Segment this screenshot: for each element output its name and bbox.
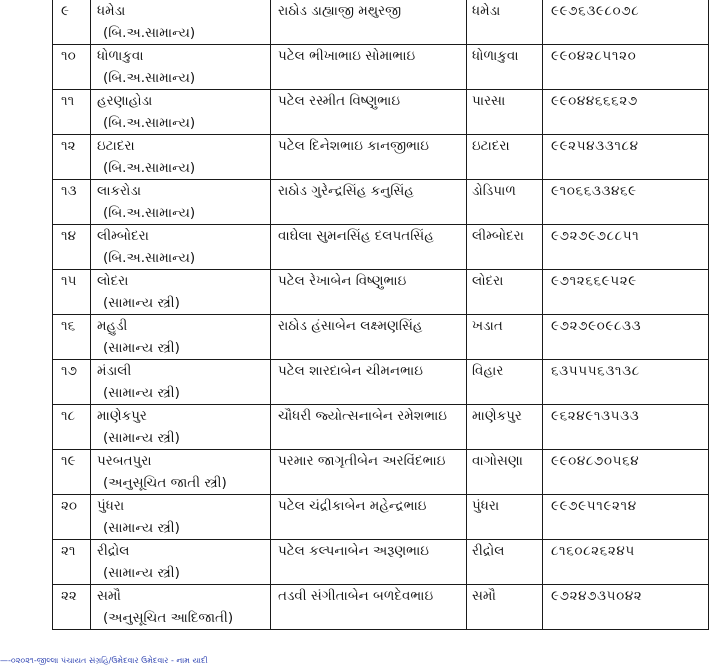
candidate-name: પટેલ રેખાબેન વિષ્ણુભાઇ bbox=[278, 273, 407, 289]
serial-number-cell bbox=[53, 585, 91, 630]
candidate-name-cell bbox=[271, 540, 467, 585]
residence-cell bbox=[467, 225, 543, 270]
candidate-name-cell bbox=[271, 180, 467, 225]
reservation-category: (સામાન્ય સ્ત્રી) bbox=[103, 565, 180, 581]
reservation-category: (સામાન્ય સ્ત્રી) bbox=[103, 340, 180, 356]
village-cell bbox=[91, 450, 271, 495]
serial-number: ૨૧ bbox=[61, 543, 76, 559]
residence-village: પારસા bbox=[472, 93, 506, 109]
table-row bbox=[53, 135, 709, 180]
candidate-name-cell bbox=[271, 315, 467, 360]
serial-number: ૨૨ bbox=[61, 588, 77, 604]
reservation-category: (બિ.અ.સામાન્ય) bbox=[103, 25, 196, 41]
table-row bbox=[53, 405, 709, 450]
candidate-name-cell bbox=[271, 45, 467, 90]
serial-number-cell bbox=[53, 270, 91, 315]
residence-village: ઇટાદરા bbox=[472, 138, 510, 154]
reservation-category: (બિ.અ.સામાન્ય) bbox=[103, 205, 196, 221]
serial-number: ૧૯ bbox=[61, 453, 76, 469]
phone-cell bbox=[543, 0, 709, 45]
serial-number: ૧૩ bbox=[61, 183, 77, 199]
candidate-name: પટેલ દિનેશભાઇ કાનજીભાઇ bbox=[278, 138, 429, 154]
candidate-name-cell bbox=[271, 225, 467, 270]
residence-cell bbox=[467, 360, 543, 405]
footer-note: —-૦૨૦૨૧-જીલ્લા પંચાયત સંગ્રહિ/ઉમેદવાર ઉમેદવાર - નામ યાદી bbox=[0, 656, 208, 665]
phone-cell bbox=[543, 225, 709, 270]
phone-cell bbox=[543, 360, 709, 405]
serial-number-cell bbox=[53, 45, 91, 90]
residence-cell bbox=[467, 540, 543, 585]
phone-cell bbox=[543, 135, 709, 180]
phone-number: ૯૯૦૪૨૮૫૧૨૦ bbox=[551, 48, 637, 64]
serial-number-cell bbox=[53, 90, 91, 135]
member-table-body bbox=[53, 0, 709, 630]
phone-cell bbox=[543, 450, 709, 495]
serial-number: ૧૨ bbox=[61, 138, 76, 154]
reservation-category: (બિ.અ.સામાન્ય) bbox=[103, 115, 196, 131]
candidate-name: રાઠોડ ગુરેન્દ્રસિંહ કનુસિંહ bbox=[278, 183, 414, 199]
table-row bbox=[53, 45, 709, 90]
serial-number-cell bbox=[53, 315, 91, 360]
phone-number: ૯૯૭૯૫૧૯૨૧૪ bbox=[551, 498, 637, 514]
village-name: લોદરા bbox=[97, 273, 129, 289]
phone-number: ૯૭૧૨૬૬૯૫૨૯ bbox=[551, 273, 637, 289]
residence-cell bbox=[467, 270, 543, 315]
reservation-category: (અનુસૂચિત આદિજાતી) bbox=[103, 610, 234, 626]
village-cell bbox=[91, 270, 271, 315]
member-table bbox=[52, 0, 709, 630]
reservation-category: (બિ.અ.સામાન્ય) bbox=[103, 250, 196, 266]
village-name: ધોળાકુવા bbox=[97, 48, 144, 64]
phone-number: ૯૭૨૪૭૩૫૦૪૨ bbox=[551, 588, 643, 604]
residence-village: લીમ્બોદરા bbox=[472, 228, 524, 244]
serial-number: ૧૭ bbox=[61, 363, 77, 379]
residence-cell bbox=[467, 180, 543, 225]
reservation-category: (બિ.અ.સામાન્ય) bbox=[103, 70, 196, 86]
serial-number: ૧૫ bbox=[61, 273, 77, 289]
candidate-name: વાઘેલા સુમનસિંહ દલપતસિંહ bbox=[278, 228, 434, 244]
serial-number-cell bbox=[53, 540, 91, 585]
serial-number: ૧૧ bbox=[61, 93, 75, 109]
phone-cell bbox=[543, 180, 709, 225]
village-cell bbox=[91, 540, 271, 585]
village-name: રીદ્રોલ bbox=[97, 543, 130, 559]
candidate-name-cell bbox=[271, 0, 467, 45]
reservation-category: (સામાન્ય સ્ત્રી) bbox=[103, 430, 180, 446]
serial-number: ૯ bbox=[61, 3, 69, 19]
village-name: લીમ્બોદરા bbox=[97, 228, 149, 244]
serial-number: ૧૬ bbox=[61, 318, 76, 334]
village-cell bbox=[91, 90, 271, 135]
residence-village: ધોળાકુવા bbox=[472, 48, 519, 64]
residence-cell bbox=[467, 585, 543, 630]
residence-village: ડોડિપાળ bbox=[472, 183, 516, 199]
residence-cell bbox=[467, 90, 543, 135]
serial-number-cell bbox=[53, 405, 91, 450]
phone-number: ૯૧૦૬૬૩૩૪૬૯ bbox=[551, 183, 637, 199]
table-row bbox=[53, 495, 709, 540]
candidate-name-cell bbox=[271, 405, 467, 450]
table-row bbox=[53, 360, 709, 405]
village-cell bbox=[91, 45, 271, 90]
village-name: માણેકપુર bbox=[97, 408, 147, 424]
candidate-name: પટેલ ચંદ્રીકાબેન મહેન્દ્રભાઇ bbox=[278, 498, 427, 514]
residence-cell bbox=[467, 405, 543, 450]
residence-village: ધમેડા bbox=[472, 3, 501, 19]
phone-number: ૮૧૬૦૮૨૬૨૪૫ bbox=[551, 543, 635, 559]
serial-number-cell bbox=[53, 360, 91, 405]
phone-number: ૯૯૦૪૪૬૬૬૨૭ bbox=[551, 93, 638, 109]
residence-village: સમૌ bbox=[472, 588, 496, 604]
village-cell bbox=[91, 180, 271, 225]
phone-cell bbox=[543, 495, 709, 540]
village-cell bbox=[91, 315, 271, 360]
village-name: પુંધરા bbox=[97, 498, 125, 514]
table-row bbox=[53, 540, 709, 585]
phone-cell bbox=[543, 315, 709, 360]
table-row bbox=[53, 270, 709, 315]
phone-number: ૬૩૫૫૫૬૩૧૩૮ bbox=[551, 363, 640, 379]
village-cell bbox=[91, 0, 271, 45]
residence-village: લોદરા bbox=[472, 273, 504, 289]
table-row bbox=[53, 225, 709, 270]
village-name: લાકરોડા bbox=[97, 183, 142, 199]
candidate-name-cell bbox=[271, 450, 467, 495]
phone-cell bbox=[543, 90, 709, 135]
candidate-name: રાઠોડ ડાહ્યાજી મથુરજી bbox=[278, 3, 402, 19]
serial-number: ૧૦ bbox=[61, 48, 76, 64]
candidate-name: પટેલ શારદાબેન ચીમનભાઇ bbox=[278, 363, 423, 379]
village-name: સમૌ bbox=[97, 588, 121, 604]
serial-number-cell bbox=[53, 495, 91, 540]
phone-number: ૯૭૨૭૯૦૯૮૩૩ bbox=[551, 318, 642, 334]
serial-number: ૧૮ bbox=[61, 408, 76, 424]
residence-village: માણેકપુર bbox=[472, 408, 522, 424]
serial-number: ૧૪ bbox=[61, 228, 76, 244]
phone-number: ૯૭૨૭૯૭૮૮૫૧ bbox=[551, 228, 640, 244]
reservation-category: (સામાન્ય સ્ત્રી) bbox=[103, 385, 180, 401]
table-row bbox=[53, 315, 709, 360]
phone-cell bbox=[543, 45, 709, 90]
residence-cell bbox=[467, 315, 543, 360]
residence-cell bbox=[467, 135, 543, 180]
residence-village: વિહાર bbox=[472, 363, 504, 379]
table-row bbox=[53, 90, 709, 135]
serial-number-cell bbox=[53, 135, 91, 180]
candidate-name: પટેલ ભીખાભાઇ સોમાભાઇ bbox=[278, 48, 416, 64]
residence-cell bbox=[467, 495, 543, 540]
village-name: ધમેડા bbox=[97, 3, 126, 19]
serial-number: ૨૦ bbox=[61, 498, 78, 514]
table-row bbox=[53, 0, 709, 45]
candidate-name: પરમાર જાગૃતીબેન અરવિંદભાઇ bbox=[278, 453, 446, 469]
phone-cell bbox=[543, 270, 709, 315]
phone-cell bbox=[543, 405, 709, 450]
phone-number: ૯૯૭૬૩૯૮૦૭૮ bbox=[551, 3, 640, 19]
village-cell bbox=[91, 495, 271, 540]
reservation-category: (સામાન્ય સ્ત્રી) bbox=[103, 520, 180, 536]
village-name: મહુડી bbox=[97, 318, 128, 334]
reservation-category: (સામાન્ય સ્ત્રી) bbox=[103, 295, 180, 311]
residence-cell bbox=[467, 450, 543, 495]
candidate-name: પટેલ કલ્પનાબેન અરૂણભાઇ bbox=[278, 543, 429, 559]
reservation-category: (અનુસૂચિત જાતી સ્ત્રી) bbox=[103, 475, 227, 491]
phone-number: ૯૯૨૫૪૩૩૧૮૪ bbox=[551, 138, 639, 154]
residence-cell bbox=[467, 0, 543, 45]
village-name: મંડાલી bbox=[97, 363, 132, 379]
candidate-name: રાઠોડ હંસાબેન લક્ષ્મણસિંહ bbox=[278, 318, 423, 334]
village-name: પરબતપુરા bbox=[97, 453, 152, 469]
phone-number: ૯૬૨૪૯૧૩૫૩૩ bbox=[551, 408, 640, 424]
candidate-name-cell bbox=[271, 495, 467, 540]
candidate-name-cell bbox=[271, 90, 467, 135]
reservation-category: (બિ.અ.સામાન્ય) bbox=[103, 160, 196, 176]
residence-village: વાગોસણા bbox=[472, 453, 523, 469]
residence-cell bbox=[467, 45, 543, 90]
serial-number-cell bbox=[53, 0, 91, 45]
residence-village: ખડાત bbox=[472, 318, 503, 334]
residence-village: રીદ્રોલ bbox=[472, 543, 505, 559]
phone-cell bbox=[543, 585, 709, 630]
table-row bbox=[53, 180, 709, 225]
village-name: ઇટાદરા bbox=[97, 138, 135, 154]
village-cell bbox=[91, 135, 271, 180]
candidate-name-cell bbox=[271, 360, 467, 405]
candidate-name-cell bbox=[271, 585, 467, 630]
serial-number-cell bbox=[53, 225, 91, 270]
table-row bbox=[53, 450, 709, 495]
candidate-name-cell bbox=[271, 270, 467, 315]
candidate-name: પટેલ રસ્મીત વિષ્ણુભાઇ bbox=[278, 93, 401, 109]
candidate-name: તડવી સંગીતાબેન બળદેવભાઇ bbox=[278, 588, 434, 604]
residence-village: પુંધરા bbox=[472, 498, 500, 514]
village-cell bbox=[91, 225, 271, 270]
village-name: હરણાહોડા bbox=[97, 93, 153, 109]
candidate-name-cell bbox=[271, 135, 467, 180]
serial-number-cell bbox=[53, 180, 91, 225]
phone-number: ૯૯૦૪૮૭૦૫૬૪ bbox=[551, 453, 640, 469]
candidate-name: ચૌધરી જ્યોત્સનાબેન રમેશભાઇ bbox=[278, 408, 447, 424]
village-cell bbox=[91, 585, 271, 630]
serial-number-cell bbox=[53, 450, 91, 495]
table-row bbox=[53, 585, 709, 630]
village-cell bbox=[91, 360, 271, 405]
village-cell bbox=[91, 405, 271, 450]
phone-cell bbox=[543, 540, 709, 585]
